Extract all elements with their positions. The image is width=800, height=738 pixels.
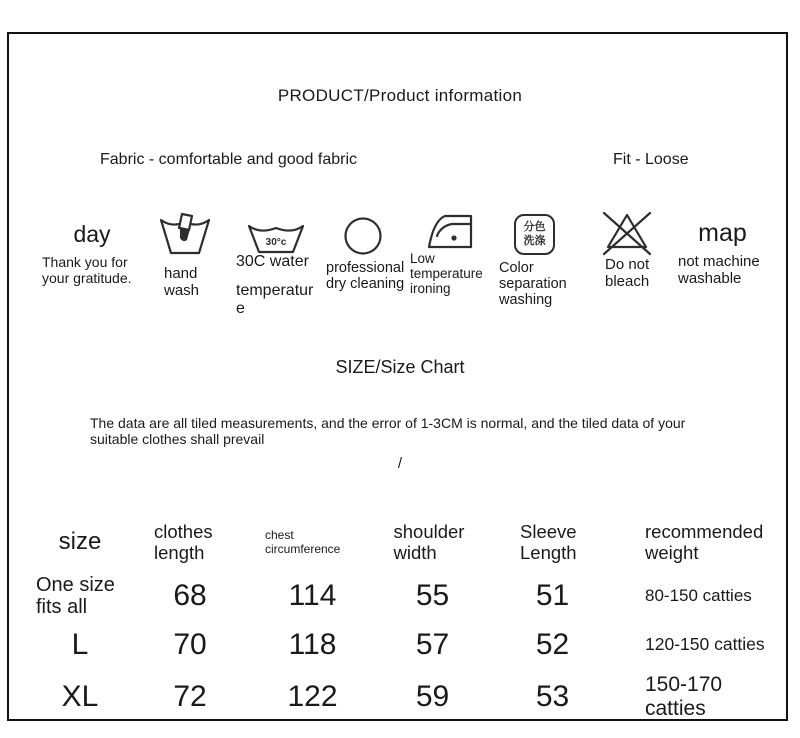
table-row3-weight: 150-170 catties <box>645 672 723 720</box>
header-size <box>30 514 130 570</box>
hand-wash-icon <box>159 212 211 259</box>
table-row2-weight: 120-150 catties <box>645 634 765 654</box>
size-chart-title: SIZE/Size Chart <box>335 357 465 377</box>
table-row2-sleeve: 52 <box>535 627 570 661</box>
care-gratitude-text: Thank you for your gratitude. <box>42 254 132 286</box>
table-row3-shoulder: 59 <box>415 680 450 713</box>
size-table <box>30 514 780 727</box>
color-separation-label: Color separation washing <box>499 260 567 309</box>
care-map-heading: map <box>698 219 747 247</box>
table-row1-chest: 114 <box>288 579 337 612</box>
dry-clean-circle-icon <box>343 216 383 256</box>
iron-icon <box>426 213 474 251</box>
table-row2-clothes-length: 70 <box>173 627 207 661</box>
color-sep-char-line1: 分色 <box>523 220 546 233</box>
water-temperature-label <box>236 253 318 318</box>
table-row3-sleeve: 53 <box>535 680 570 713</box>
table-row1-size: One size fits all <box>36 574 115 618</box>
table-row1-clothes-length: 68 <box>173 579 207 612</box>
care-day-heading: day <box>73 221 111 247</box>
dry-clean-label: professional dry cleaning <box>326 260 405 293</box>
header-chest-circumference: chest circumference <box>265 527 341 556</box>
hand-wash-label: hand wash <box>164 265 200 299</box>
page-title: PRODUCT/Product information <box>277 86 523 105</box>
table-row3-clothes-length: 72 <box>173 680 207 713</box>
table-row1-sleeve: 51 <box>535 579 570 612</box>
table-row1-shoulder: 55 <box>415 579 450 612</box>
fabric-description: Fabric - comfortable and good fabric <box>100 151 358 168</box>
header-shoulder-width: shoulder width <box>393 520 465 563</box>
water-temperature-icon <box>247 220 305 255</box>
header-size-label: size <box>58 528 102 555</box>
header-clothes-length: clothes length <box>154 520 213 563</box>
iron-label: Low temperature ironing <box>410 251 483 297</box>
color-separation-icon <box>514 214 555 255</box>
table-row3-size: XL <box>61 680 99 713</box>
color-sep-char-line2: 洗涤 <box>523 234 546 247</box>
header-sleeve-length: Sleeve Length <box>520 520 577 563</box>
table-row2-chest: 118 <box>288 627 337 661</box>
fit-description: Fit - Loose <box>613 151 689 168</box>
table-row3-chest: 122 <box>287 680 338 713</box>
do-not-bleach-label: Do not bleach <box>605 256 650 290</box>
header-recommended-weight: recommended weight <box>645 520 764 563</box>
water-temp-line1: 30C water <box>236 253 309 270</box>
divider-slash: / <box>397 455 403 472</box>
not-machine-washable-label: not machine washable <box>678 253 760 287</box>
table-row2-shoulder: 57 <box>415 627 450 661</box>
measurement-note: The data are all tiled measurements, and the error of 1-3CM is normal, and the tiled data of your suitable clothes shall prevail <box>90 415 686 447</box>
water-temp-line2: temperature <box>236 281 314 317</box>
svg-text:30°c: 30°c <box>265 237 287 248</box>
table-row2-size: L <box>71 627 89 661</box>
table-row1-weight: 80-150 catties <box>645 586 752 605</box>
do-not-bleach-icon <box>602 211 652 256</box>
